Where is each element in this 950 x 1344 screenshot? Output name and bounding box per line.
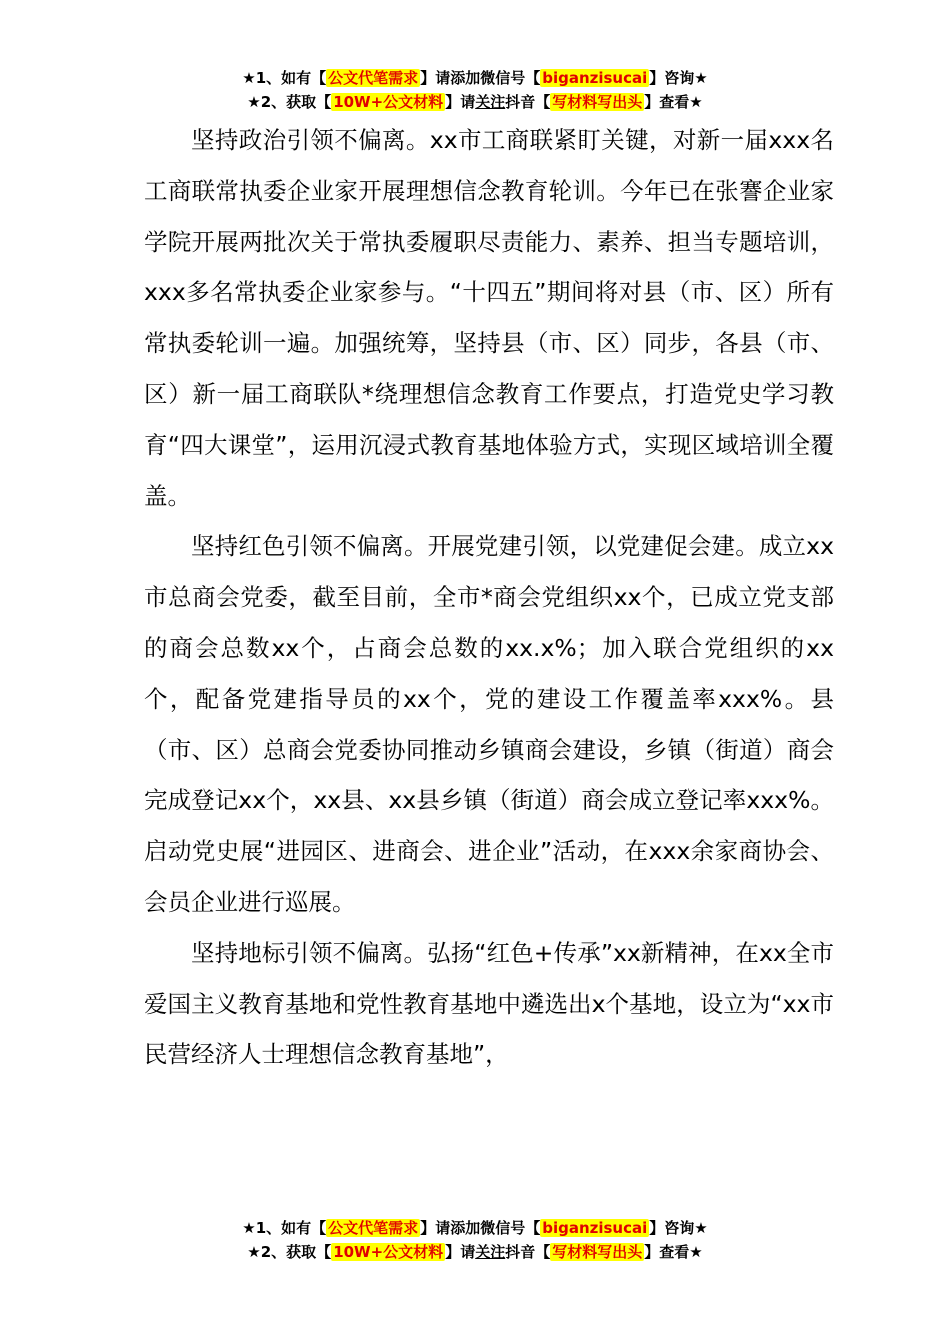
banner-text: 】请添加微信号【 — [420, 69, 541, 87]
banner-line-1 — [0, 1216, 950, 1240]
paragraph-red: 坚持红色引领不偏离。开展党建引领，以党建促会建。成立xx市总商会党委，截至目前，全市*商会党组织xx个，已成立党支部的商会总数xx个，占商会总数的xx.x%；加入联合党组织的xx个，配备党建指导员的xx个，党的建设工作覆盖率xxx%。县（市、区）总商会党委协同推动乡镇商会建设，乡镇（街道）商会完成登记xx个，xx县、xx县乡镇（街道）商会成立登记率xxx%。启动党史展“进园区、进商会、进企业”活动，在xxx余家商协会、会员企业进行巡展。 — [144, 532, 834, 916]
banner-text: 】咨询★ — [649, 69, 708, 87]
banner-text: 抖音【 — [505, 93, 551, 111]
banner-line-2 — [0, 1240, 950, 1264]
banner-text: 】查看★ — [644, 1243, 703, 1261]
banner-underlined: 关注 — [475, 1243, 506, 1261]
banner-highlight: 写材料写出头 — [552, 93, 643, 111]
banner-highlight: 公文代笔需求 — [328, 69, 419, 87]
banner-text: 】咨询★ — [649, 1219, 708, 1237]
banner-text: ★2、获取【 — [247, 93, 332, 111]
header-banner — [0, 66, 950, 114]
banner-line-2 — [0, 90, 950, 114]
banner-line-1 — [0, 66, 950, 90]
banner-highlight: 写材料写出头 — [552, 1243, 643, 1261]
banner-highlight: biganzisucai — [542, 69, 648, 87]
banner-text: 】查看★ — [644, 93, 703, 111]
banner-highlight: 10W+公文材料 — [333, 93, 444, 111]
paragraph-political: 坚持政治引领不偏离。xx市工商联紧盯关键，对新一届xxx名工商联常执委企业家开展理想信念教育轮训。今年已在张謇企业家学院开展两批次关于常执委履职尽责能力、素养、担当专题培训，xxx多名常执委企业家参与。“十四五”期间将对县（市、区）所有常执委轮训一遍。加强统筹，坚持县（市、区）同步，各县（市、区）新一届工商联队*绕理想信念教育工作要点，打造党史学习教育“四大课堂”，运用沉浸式教育基地体验方式，实现区域培训全覆盖。 — [144, 126, 834, 510]
banner-highlight: 公文代笔需求 — [328, 1219, 419, 1237]
banner-text: ★1、如有【 — [242, 1219, 327, 1237]
footer-banner — [0, 1216, 950, 1264]
banner-text: ★1、如有【 — [242, 69, 327, 87]
banner-text: 抖音【 — [505, 1243, 551, 1261]
banner-underlined: 关注 — [475, 93, 506, 111]
banner-text: 】请 — [445, 93, 476, 111]
banner-highlight: biganzisucai — [542, 1219, 648, 1237]
document-body — [144, 115, 834, 1080]
banner-highlight: 10W+公文材料 — [333, 1243, 444, 1261]
paragraph-landmark: 坚持地标引领不偏离。弘扬“红色+传承”xx新精神，在xx全市爱国主义教育基地和党性教育基地中遴选出x个基地，设立为“xx市民营经济人士理想信念教育基地”， — [144, 938, 834, 1069]
banner-text: 】请添加微信号【 — [420, 1219, 541, 1237]
banner-text: 】请 — [445, 1243, 476, 1261]
banner-text: ★2、获取【 — [247, 1243, 332, 1261]
